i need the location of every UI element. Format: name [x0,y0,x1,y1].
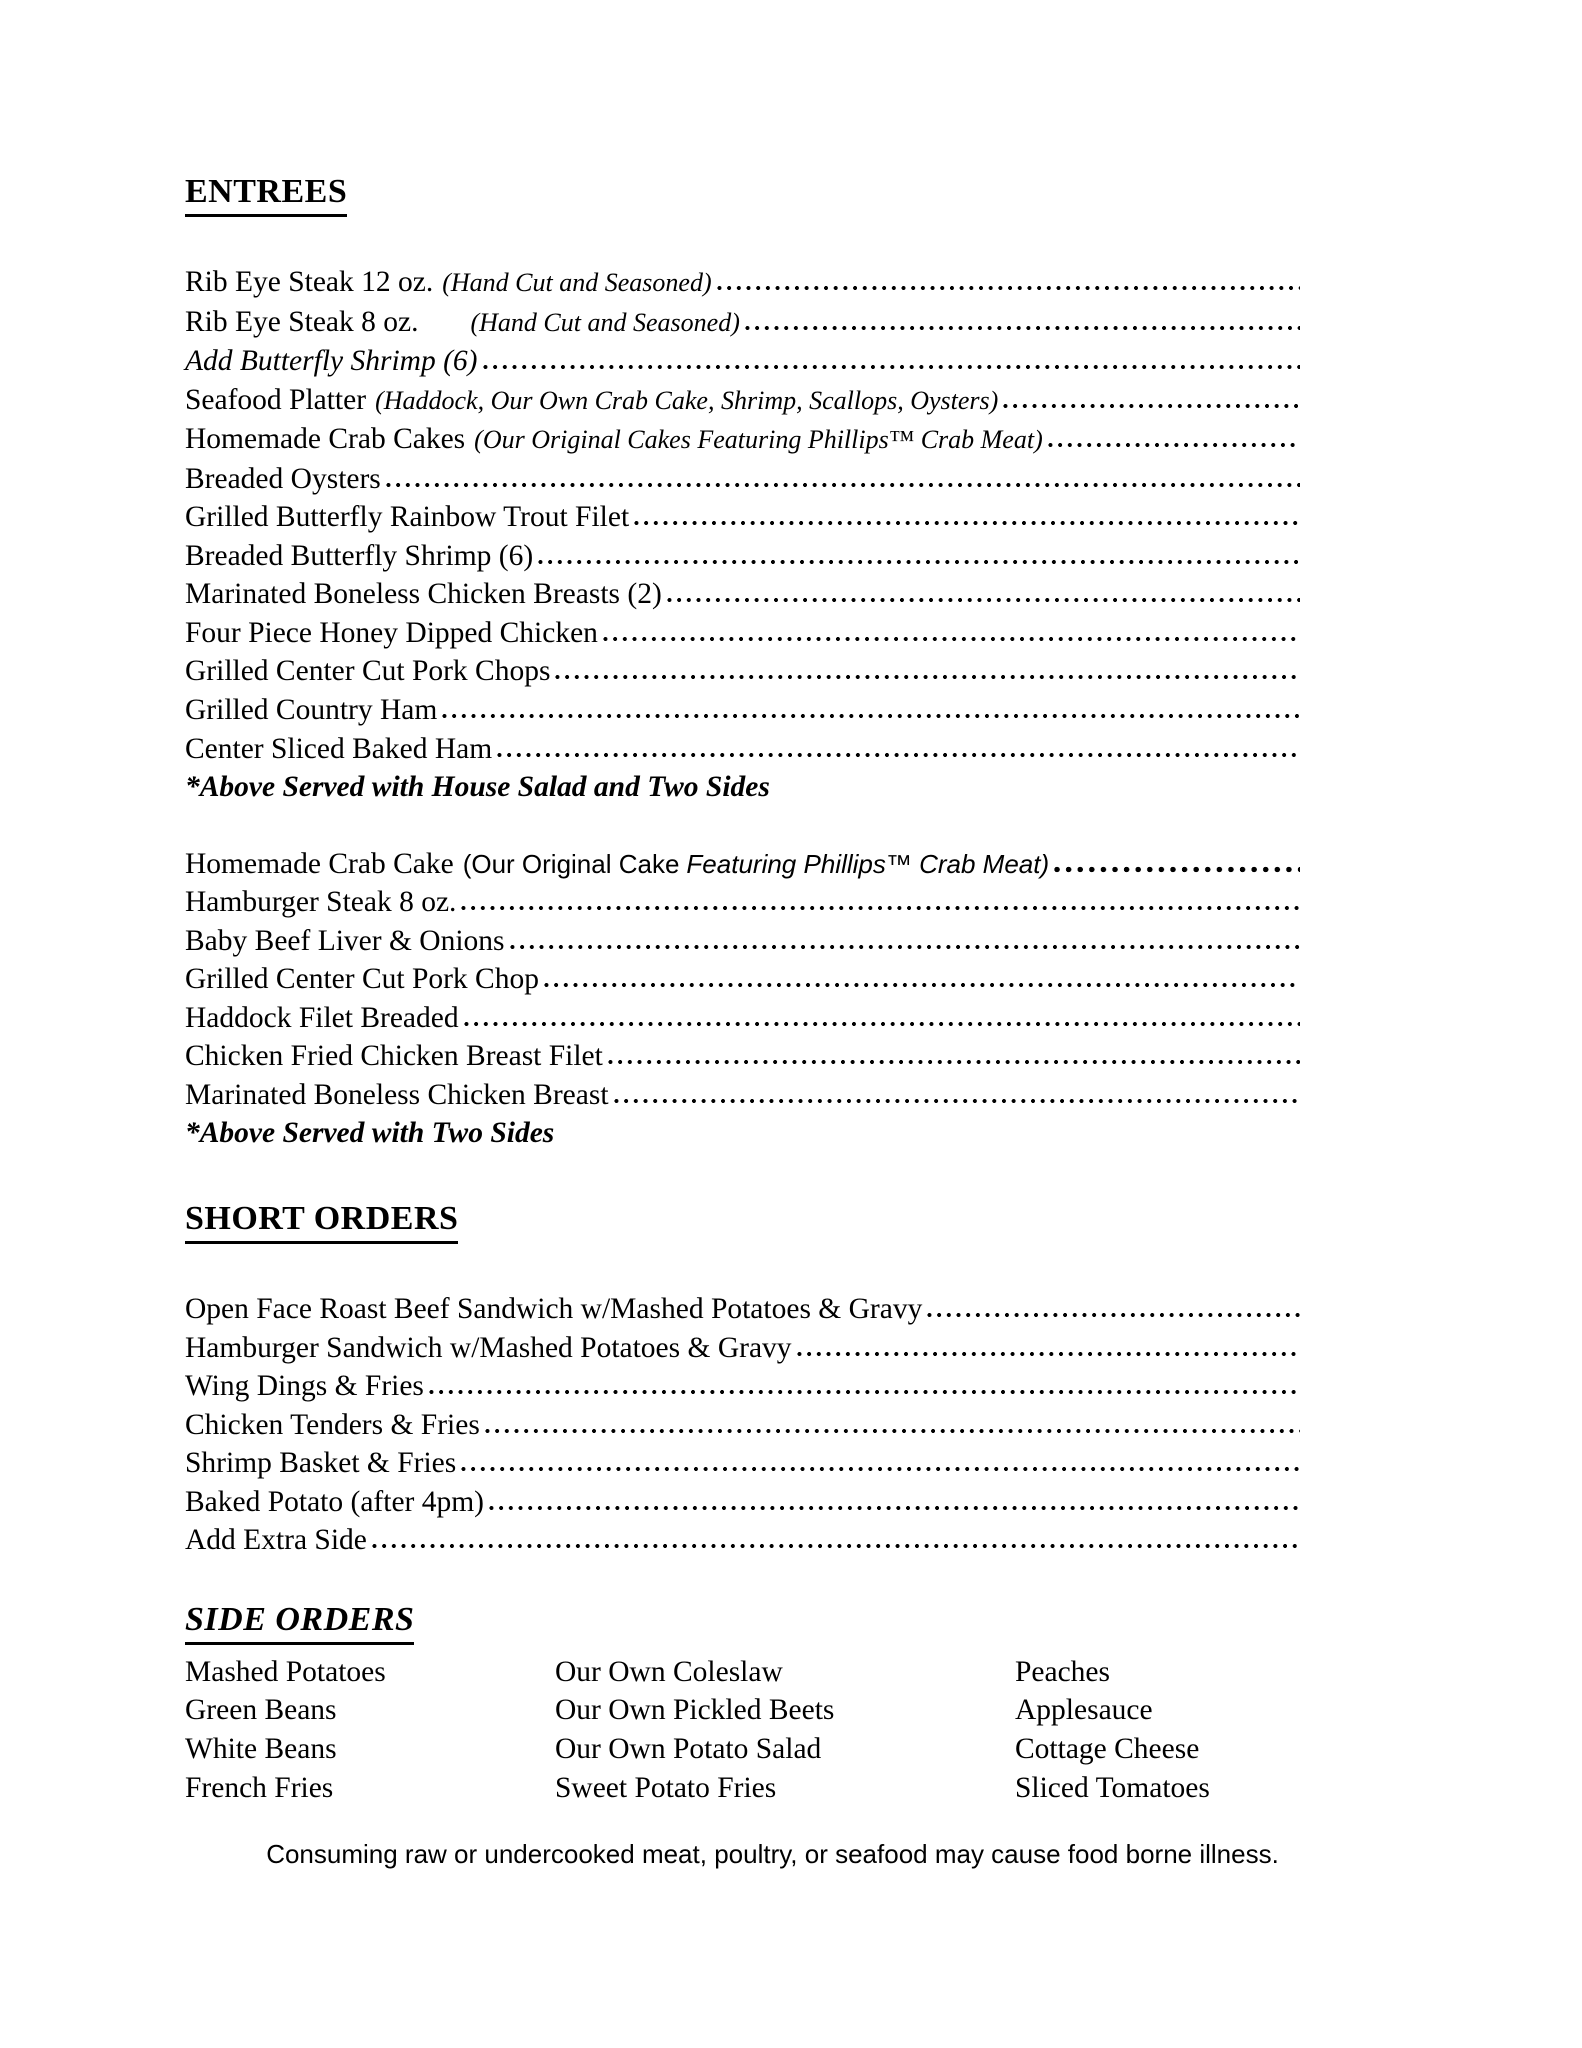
menu-item-name: Open Face Roast Beef Sandwich w/Mashed Potatoes & Gravy [185,1293,923,1326]
dot-leader [1003,403,1300,409]
dot-leader [603,636,1300,642]
menu-item-note: (Hand Cut and Seasoned) [442,268,712,297]
menu-item-name: Four Piece Honey Dipped Chicken [185,616,598,649]
entrees-secondary-list [185,845,1300,1115]
menu-item [185,1483,1300,1522]
side-order-item: French Fries [185,1771,334,1804]
menu-item-name: Breaded Butterfly Shrimp (6) [185,539,534,572]
side-order-item: Sweet Potato Fries [555,1771,777,1804]
dot-leader [538,559,1300,565]
dot-leader [485,1428,1300,1434]
menu-item [185,537,1300,576]
menu-item [185,1329,1300,1368]
dot-leader [745,325,1300,331]
dot-leader [634,520,1300,526]
dot-leader [497,752,1300,758]
menu-item-name: Grilled Center Cut Pork Chop [185,963,539,996]
menu-item [185,1521,1300,1560]
short-orders-heading: SHORT ORDERS [185,1199,458,1244]
side-order-item: Mashed Potatoes [185,1655,386,1688]
menu-item-name: Grilled Butterfly Rainbow Trout Filet [185,501,630,534]
menu-item-name: Wing Dings & Fries [185,1370,424,1403]
menu-item [185,381,1300,421]
side-order-item: White Beans [185,1733,337,1766]
side-order-item: Cottage Cheese [1015,1733,1200,1766]
menu-item-name: Baby Beef Liver & Onions [185,924,505,957]
menu-item [185,691,1300,730]
menu-item [185,420,1300,460]
menu-item [185,575,1300,614]
menu-item-name: Add Extra Side [185,1524,367,1557]
side-orders-column-2 [555,1653,1015,1807]
menu-item [185,1290,1300,1329]
menu-item [185,614,1300,653]
menu-item-note: (Our Original Cakes Featuring Phillips™ Crab Meat) [474,425,1043,455]
menu-item-name: Center Sliced Baked Ham [185,732,493,765]
side-order-item: Sliced Tomatoes [1015,1771,1210,1804]
menu-item [185,303,1300,343]
side-orders-column-3 [1015,1653,1300,1807]
dot-leader [608,1059,1300,1065]
dot-leader [461,905,1300,911]
menu-item-name: Chicken Fried Chicken Breast Filet [185,1040,603,1073]
side-orders-column-1 [185,1653,555,1807]
side-order-item: Peaches [1015,1655,1111,1688]
side-order-item: Our Own Coleslaw [555,1655,783,1688]
menu-item-name: Grilled Center Cut Pork Chops [185,655,551,688]
menu-item [185,652,1300,691]
menu-item-name: Breaded Oysters [185,462,381,495]
entrees-primary-list [185,263,1300,768]
food-safety-disclaimer: Consuming raw or undercooked meat, poultry, or seafood may cause food borne illness. [266,1839,1279,1870]
menu-item-name: Grilled Country Ham [185,694,438,727]
menu-item [185,922,1300,961]
dot-leader [386,482,1300,488]
menu-item [185,999,1300,1038]
side-order-item: Green Beans [185,1694,337,1727]
menu-item-name: Chicken Tenders & Fries [185,1408,480,1441]
side-order-item: Our Own Pickled Beets [555,1694,835,1727]
menu-item-note: (Our Original Cake [462,848,680,879]
menu-item-note-secondary: Featuring Phillips™ Crab Meat) [686,848,1050,879]
menu-item-name: Hamburger Steak 8 oz. [185,886,457,919]
dot-leader [927,1312,1300,1318]
dot-leader [797,1351,1300,1357]
menu-item [185,1367,1300,1406]
menu-item-note: (Haddock, Our Own Crab Cake, Shrimp, Scallops, Oysters) [375,385,999,415]
menu-item [185,1037,1300,1076]
menu-item-note: (Hand Cut and Seasoned) [470,307,740,337]
dot-leader [555,674,1300,680]
entrees-secondary-footnote: *Above Served with Two Sides [185,1117,555,1150]
menu-item [185,460,1300,499]
menu-item-name: Homemade Crab Cake [185,847,454,880]
menu-item-name: Marinated Boneless Chicken Breast [185,1078,609,1111]
dot-leader [489,1505,1300,1511]
menu-item-name: Add Butterfly Shrimp (6) [185,345,478,378]
menu-item [185,845,1300,884]
dot-leader [372,1543,1300,1549]
dot-leader [544,982,1300,988]
menu-item-name: Hamburger Sandwich w/Mashed Potatoes & Gravy [185,1331,792,1364]
menu-item-name: Haddock Filet Breaded [185,1001,459,1034]
menu-item [185,342,1300,381]
dot-leader [717,285,1300,291]
menu-item [185,1076,1300,1115]
side-orders-grid [185,1653,1300,1807]
menu-item-name: Rib Eye Steak 12 oz. [185,266,434,298]
menu-item [185,730,1300,769]
menu-item-name: Homemade Crab Cakes [185,423,466,456]
side-orders-heading: SIDE ORDERS [185,1600,414,1645]
dot-leader [510,944,1300,950]
menu-item [185,263,1300,303]
menu-item-name: Shrimp Basket & Fries [185,1447,457,1480]
dot-leader [1048,442,1300,448]
dot-leader [667,597,1300,603]
menu-item [185,1444,1300,1483]
dot-leader [483,364,1301,370]
menu-item-name: Marinated Boneless Chicken Breasts (2) [185,578,662,611]
menu-item [185,498,1300,537]
menu-item [185,883,1300,922]
short-orders-list [185,1290,1300,1560]
side-order-item: Our Own Potato Salad [555,1733,822,1766]
entrees-heading: ENTREES [185,172,347,217]
entrees-primary-footnote: *Above Served with House Salad and Two Sides [185,771,770,804]
menu-item [185,960,1300,999]
dot-leader [461,1466,1300,1472]
menu-item [185,1406,1300,1445]
dot-leader [442,713,1300,719]
menu-item-name: Rib Eye Steak 8 oz. [185,305,419,338]
side-order-item: Applesauce [1015,1694,1153,1727]
dot-leader [464,1021,1300,1027]
menu-item-name: Seafood Platter [185,383,367,416]
menu-item-name: Baked Potato (after 4pm) [185,1485,485,1518]
dot-leader [429,1389,1300,1395]
dot-leader [614,1098,1300,1104]
dot-leader [1054,866,1300,873]
